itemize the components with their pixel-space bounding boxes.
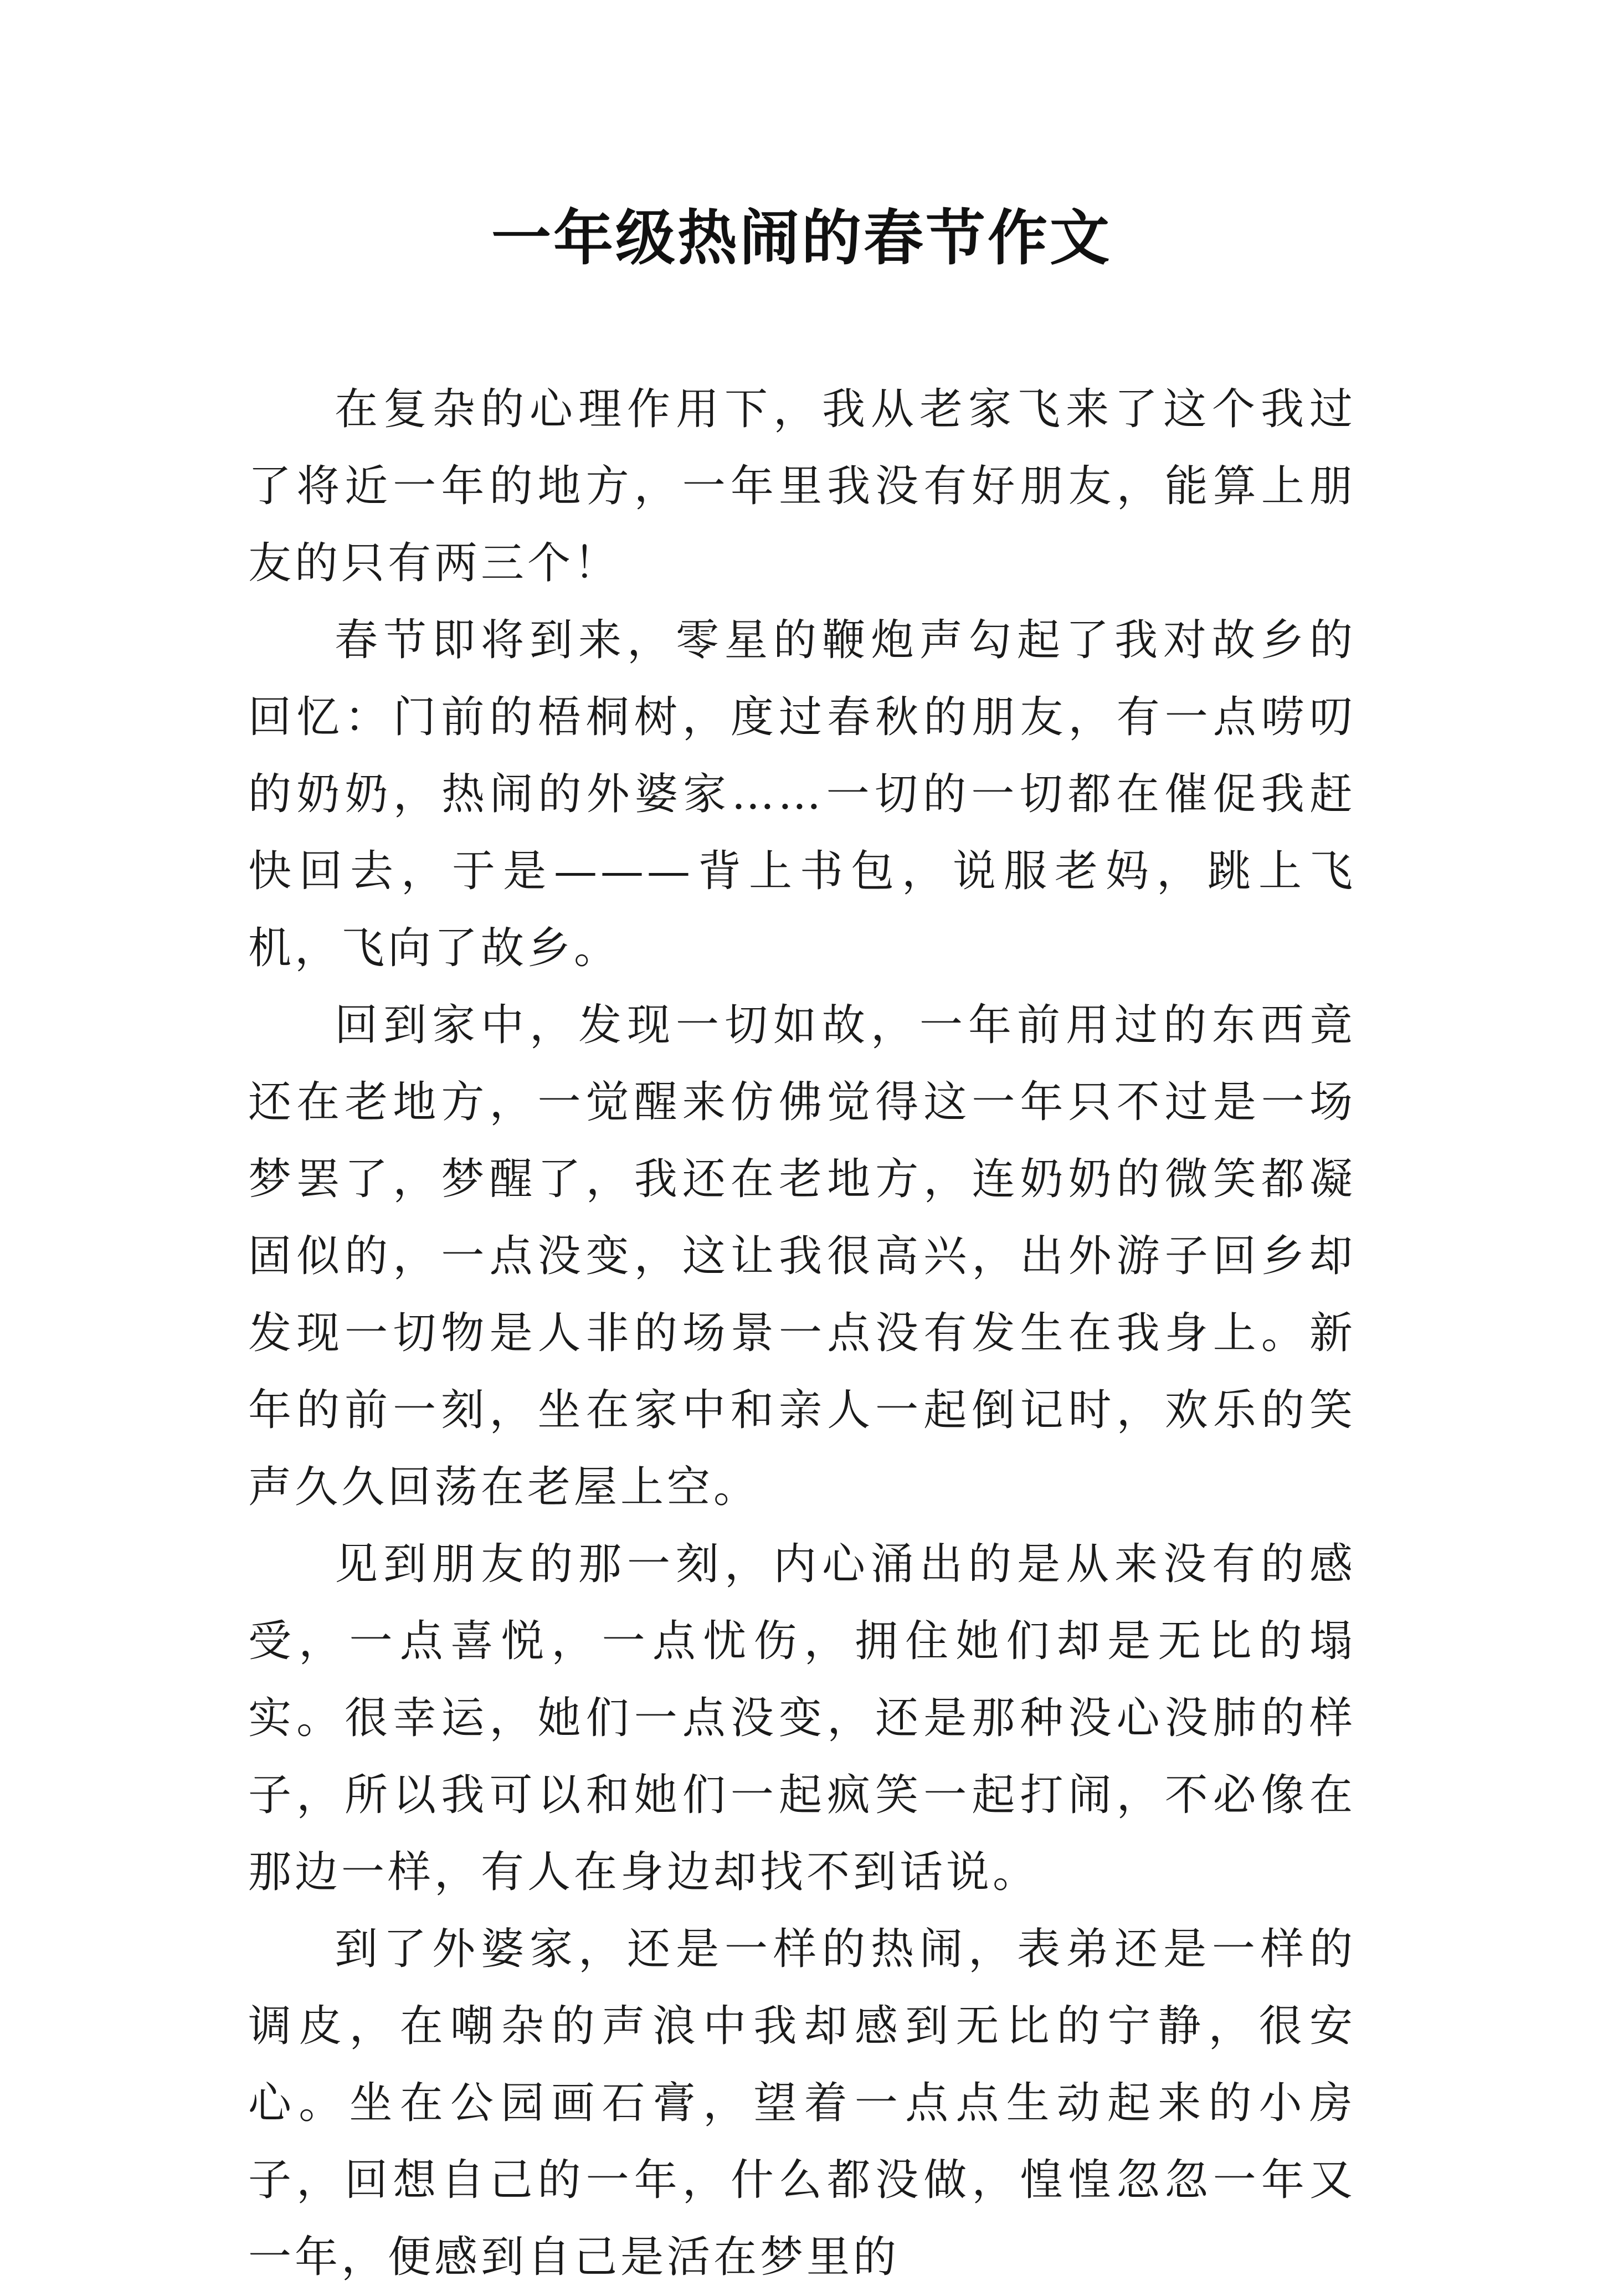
paragraph-4: 见到朋友的那一刻，内心涌出的是从来没有的感受，一点喜悦，一点忧伤，拥住她们却是无比的塌实。很幸运，她们一点没变，还是那种没心没肺的样子，所以我可以和她们一起疯笑一起打闹，不必像在那边一样，有人在身边却找不到话说。: [248, 1539, 1356, 1897]
paragraph-3: 回到家中，发现一切如故，一年前用过的东西竟还在老地方，一觉醒来仿佛觉得这一年只不过是一场梦罢了，梦醒了，我还在老地方，连奶奶的微笑都凝固似的，一点没变，这让我很高兴，出外游子回乡却发现一切物是人非的场景一点没有发生在我身上。新年的前一刻，坐在家中和亲人一起倒记时，欢乐的笑声久久回荡在老屋上空。: [248, 1000, 1356, 1512]
paragraph-1: 在复杂的心理作用下，我从老家飞来了这个我过了将近一年的地方，一年里我没有好朋友，能算上朋友的只有两三个！: [248, 384, 1356, 588]
paragraph-5: 到了外婆家，还是一样的热闹，表弟还是一样的调皮，在嘲杂的声浪中我却感到无比的宁静，很安心。坐在公园画石膏，望着一点点生动起来的小房子，回想自己的一年，什么都没做，惶惶忽忽一年又一年，便感到自己是活在梦里的: [248, 1924, 1356, 2282]
paragraph-2: 春节即将到来，零星的鞭炮声勾起了我对故乡的回忆：门前的梧桐树，度过春秋的朋友，有一点唠叨的奶奶，热闹的外婆家……一切的一切都在催促我赶快回去，于是———背上书包，说服老妈，跳上飞机，飞向了故乡。: [248, 615, 1356, 973]
document-body: [248, 371, 1356, 2296]
document-title: 一年级热闹的春节作文: [491, 203, 1112, 273]
